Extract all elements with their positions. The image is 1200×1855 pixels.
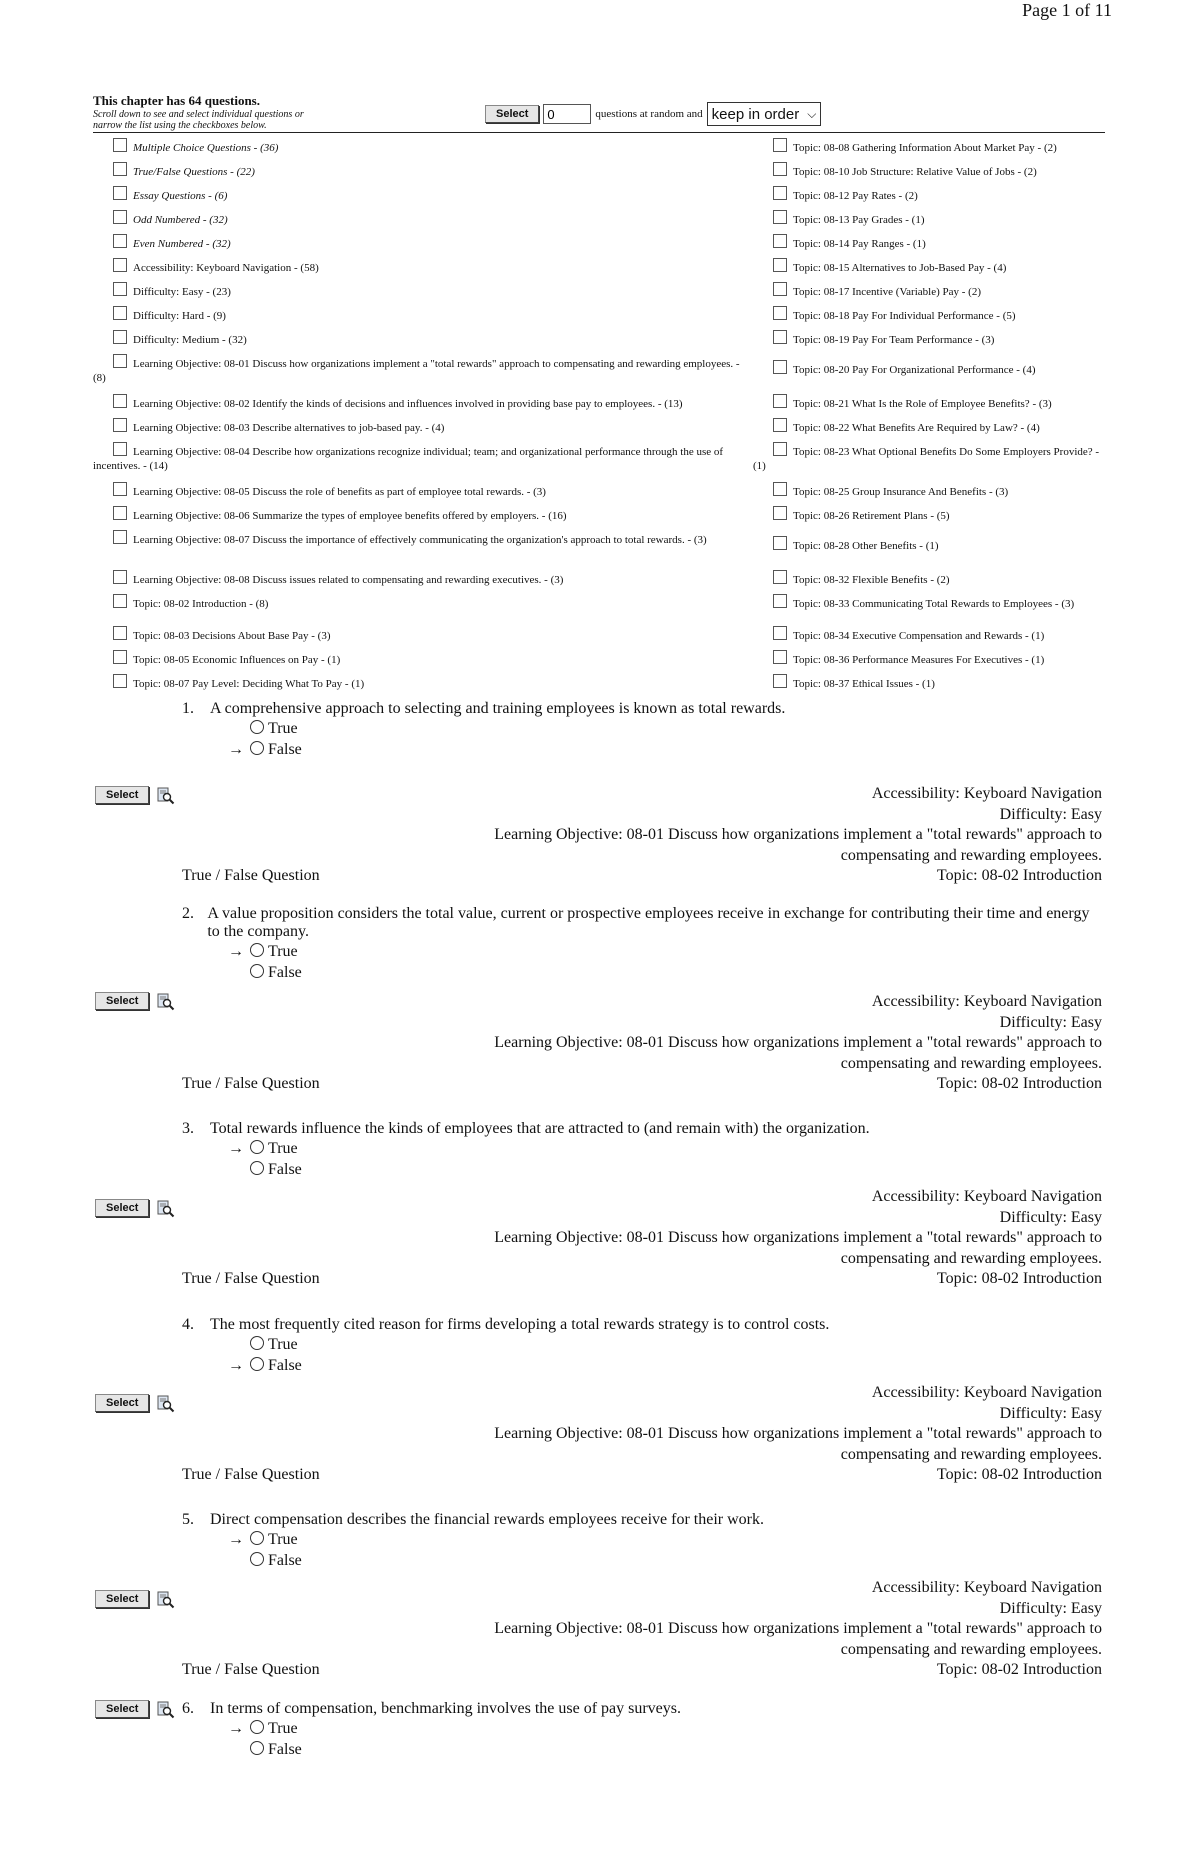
filter-label: Accessibility: Keyboard Navigation - (58) [133, 262, 319, 274]
filter-label: Difficulty: Hard - (9) [133, 310, 226, 322]
filter-label: Topic: 08-05 Economic Influences on Pay - (1) [133, 654, 341, 666]
filter-label: Learning Objective: 08-04 Describe how organizations recognize individual; team; and organizational performance through the use of incentives. - (14) [93, 446, 724, 472]
filter-checkbox[interactable] [773, 162, 787, 176]
filter-checkbox[interactable] [773, 442, 787, 456]
correct-answer-arrow-icon: → [228, 741, 244, 758]
filter-label: Topic: 08-03 Decisions About Base Pay - (3) [133, 630, 331, 642]
filter-checkbox[interactable] [113, 594, 127, 608]
option-label: True [268, 943, 298, 960]
filter-label: Learning Objective: 08-07 Discuss the importance of effectively communicating the organization's approach to total rewards. - (3) [133, 534, 707, 546]
filter-row [753, 234, 1105, 251]
filter-label: Learning Objective: 08-06 Summarize the types of employee benefits offered by employers. - (16) [133, 510, 567, 522]
filter-row [753, 626, 1105, 643]
filter-row [753, 536, 1105, 553]
filter-label: Topic: 08-14 Pay Ranges - (1) [793, 238, 926, 250]
question-type: True / False Question [182, 1466, 320, 1483]
filter-checkbox[interactable] [773, 570, 787, 584]
filter-row [93, 354, 753, 385]
question-stem [182, 1120, 1102, 1138]
filter-checkbox[interactable] [773, 138, 787, 152]
filter-checkbox[interactable] [773, 330, 787, 344]
filter-checkbox[interactable] [773, 536, 787, 550]
filter-label: Topic: 08-18 Pay For Individual Performance - (5) [793, 310, 1016, 322]
filter-checkbox[interactable] [113, 258, 127, 272]
magnifier-preview-icon[interactable] [157, 993, 175, 1009]
question-number: 3. [182, 1120, 194, 1137]
metadata-line: Difficulty: Easy [999, 1013, 1102, 1031]
filter-label: Topic: 08-22 What Benefits Are Required by Law? - (4) [793, 422, 1040, 434]
filter-label: True/False Questions - (22) [133, 166, 255, 178]
filter-row [93, 650, 753, 667]
metadata-line: compensating and rewarding employees. [840, 1445, 1102, 1463]
radio-button[interactable] [250, 1357, 264, 1371]
radio-button[interactable] [250, 964, 264, 978]
filter-checkbox[interactable] [113, 162, 127, 176]
filter-label: Topic: 08-15 Alternatives to Job-Based Pay - (4) [793, 262, 1007, 274]
question-metadata [182, 1578, 1102, 1681]
metadata-line: compensating and rewarding employees. [840, 1249, 1102, 1267]
and-text: and [686, 108, 703, 120]
select-question-button[interactable]: Select [95, 1199, 149, 1217]
metadata-line: Difficulty: Easy [999, 805, 1102, 823]
question-tools [95, 786, 175, 804]
option-label: False [268, 1357, 302, 1374]
magnifier-preview-icon[interactable] [157, 1395, 175, 1411]
question-6 [182, 1700, 1102, 1760]
filter-row [753, 258, 1105, 275]
filter-checkbox[interactable] [113, 186, 127, 200]
filter-row [93, 306, 753, 323]
chevron-down-icon: ⌵ [807, 106, 817, 121]
answer-option[interactable] [250, 1159, 1102, 1180]
radio-button[interactable] [250, 1531, 264, 1545]
filter-label: Learning Objective: 08-05 Discuss the role of benefits as part of employee total rewards. - (3) [133, 486, 546, 498]
filter-label: Topic: 08-20 Pay For Organizational Performance - (4) [793, 364, 1036, 376]
question-type: True / False Question [182, 1270, 320, 1287]
question-3 [182, 1120, 1102, 1180]
question-tools [95, 1700, 175, 1718]
question-metadata [182, 784, 1102, 887]
filter-row [93, 506, 753, 523]
filter-checkbox[interactable] [113, 306, 127, 320]
filter-row [93, 626, 753, 643]
filter-label: Essay Questions - (6) [133, 190, 228, 202]
metadata-line: Difficulty: Easy [999, 1404, 1102, 1422]
correct-answer-arrow-icon: → [228, 943, 244, 960]
question-number: 2. [182, 905, 194, 922]
metadata-line: compensating and rewarding employees. [840, 1054, 1102, 1072]
filter-row [753, 650, 1105, 667]
question-tools [95, 1394, 175, 1412]
filter-row [93, 482, 753, 499]
filter-row [93, 418, 753, 435]
radio-button[interactable] [250, 1161, 264, 1175]
metadata-line: Learning Objective: 08-01 Discuss how organizations implement a "total rewards" approach to [494, 1620, 1102, 1637]
metadata-line: Learning Objective: 08-01 Discuss how organizations implement a "total rewards" approach to [494, 1229, 1102, 1246]
filter-label: Even Numbered - (32) [133, 238, 231, 250]
answer-option[interactable] [228, 1355, 1102, 1376]
radio-button[interactable] [250, 1720, 264, 1734]
question-text: Total rewards influence the kinds of employees that are attracted to (and remain with) the organization. [210, 1120, 870, 1137]
magnifier-preview-icon[interactable] [157, 1200, 175, 1216]
radio-button[interactable] [250, 1741, 264, 1755]
filter-label: Topic: 08-08 Gathering Information About Market Pay - (2) [793, 142, 1057, 154]
question-text: A value proposition considers the total value, current or prospective employees receive in exchange for contributing their time and energy to the company. [207, 905, 1090, 940]
filter-row [93, 674, 753, 691]
option-label: True [268, 1336, 298, 1353]
radio-button[interactable] [250, 943, 264, 957]
radio-button[interactable] [250, 741, 264, 755]
question-number: 5. [182, 1511, 194, 1528]
filter-label: Topic: 08-28 Other Benefits - (1) [793, 540, 939, 552]
magnifier-preview-icon[interactable] [157, 1591, 175, 1607]
filter-label: Topic: 08-23 What Optional Benefits Do Some Employers Provide? - (1) [753, 446, 1100, 472]
filter-checkbox[interactable] [113, 330, 127, 344]
filter-row [93, 330, 753, 347]
filter-row [753, 482, 1105, 499]
answer-option[interactable] [228, 739, 1102, 760]
select-question-button[interactable]: Select [95, 1590, 149, 1608]
metadata-line: Accessibility: Keyboard Navigation [871, 785, 1102, 802]
question-stem [182, 1316, 1102, 1334]
filter-checkbox[interactable] [773, 674, 787, 688]
filter-checkbox[interactable] [113, 282, 127, 296]
metadata-line: Accessibility: Keyboard Navigation [871, 1188, 1102, 1205]
filter-checkbox[interactable] [113, 418, 127, 432]
correct-answer-arrow-icon: → [228, 1531, 244, 1548]
radio-button[interactable] [250, 1336, 264, 1350]
question-1 [182, 700, 1102, 760]
filter-row [753, 282, 1105, 299]
filter-row [753, 210, 1105, 227]
correct-answer-arrow-icon: → [228, 1720, 244, 1737]
question-metadata [182, 1383, 1102, 1486]
answer-option[interactable] [228, 1138, 1102, 1159]
question-stem [182, 905, 1102, 941]
filter-label: Topic: 08-13 Pay Grades - (1) [793, 214, 925, 226]
filter-label: Learning Objective: 08-01 Discuss how organizations implement a "total rewards" approach to compensating and rewarding employees. - (8) [93, 358, 740, 384]
answer-option[interactable] [250, 962, 1102, 983]
radio-button[interactable] [250, 1140, 264, 1154]
filter-label: Topic: 08-32 Flexible Benefits - (2) [793, 574, 950, 586]
filter-row [753, 138, 1105, 155]
order-select-value: keep in order [711, 105, 800, 123]
metadata-line: Topic: 08-02 Introduction [936, 1270, 1102, 1287]
filter-label: Topic: 08-37 Ethical Issues - (1) [793, 678, 935, 690]
filter-row [93, 210, 753, 227]
question-tools [95, 1199, 175, 1217]
answer-option[interactable] [228, 941, 1102, 962]
question-5 [182, 1511, 1102, 1571]
metadata-line: compensating and rewarding employees. [840, 846, 1102, 864]
filter-label: Topic: 08-34 Executive Compensation and Rewards - (1) [793, 630, 1045, 642]
filter-checkbox[interactable] [113, 394, 127, 408]
filter-row [753, 360, 1105, 377]
question-text: In terms of compensation, benchmarking involves the use of pay surveys. [210, 1700, 681, 1717]
filter-checkbox[interactable] [113, 234, 127, 248]
filter-label: Difficulty: Medium - (32) [133, 334, 247, 346]
magnifier-preview-icon[interactable] [157, 1701, 175, 1717]
filter-label: Difficulty: Easy - (23) [133, 286, 231, 298]
filter-row [753, 306, 1105, 323]
filter-row [753, 570, 1105, 587]
option-label: False [268, 741, 302, 758]
filter-label: Topic: 08-07 Pay Level: Deciding What To Pay - (1) [133, 678, 365, 690]
question-2 [182, 905, 1102, 983]
filter-row [93, 442, 753, 473]
filter-label: Topic: 08-02 Introduction - (8) [133, 598, 269, 610]
magnifier-preview-icon[interactable] [157, 787, 175, 803]
order-select[interactable] [707, 102, 822, 126]
metadata-line: Difficulty: Easy [999, 1599, 1102, 1617]
question-number: 6. [182, 1700, 194, 1717]
question-number: 4. [182, 1316, 194, 1333]
radio-button[interactable] [250, 1552, 264, 1566]
filter-checkbox[interactable] [773, 506, 787, 520]
filter-label: Topic: 08-19 Pay For Team Performance - (3) [793, 334, 995, 346]
answer-option[interactable] [250, 1550, 1102, 1571]
filter-row [93, 162, 753, 179]
filter-checkbox[interactable] [113, 650, 127, 664]
filter-row [93, 570, 753, 587]
filter-row [753, 418, 1105, 435]
filter-checkbox[interactable] [773, 594, 787, 608]
metadata-line: Accessibility: Keyboard Navigation [871, 993, 1102, 1010]
question-text: Direct compensation describes the financial rewards employees receive for their work. [210, 1511, 764, 1528]
filter-label: Topic: 08-10 Job Structure: Relative Value of Jobs - (2) [793, 166, 1037, 178]
filter-label: Learning Objective: 08-03 Describe alternatives to job-based pay. - (4) [133, 422, 445, 434]
answer-option[interactable] [228, 1718, 1102, 1739]
metadata-line: Topic: 08-02 Introduction [936, 867, 1102, 884]
question-text: The most frequently cited reason for firms developing a total rewards strategy is to control costs. [210, 1316, 830, 1333]
filter-checkbox[interactable] [773, 234, 787, 248]
metadata-line: Learning Objective: 08-01 Discuss how organizations implement a "total rewards" approach to [494, 1034, 1102, 1051]
filter-label: Topic: 08-17 Incentive (Variable) Pay - (2) [793, 286, 981, 298]
filter-label: Topic: 08-21 What Is the Role of Employee Benefits? - (3) [793, 398, 1052, 410]
select-question-button[interactable]: Select [95, 1700, 149, 1718]
option-label: True [268, 720, 298, 737]
chapter-title: This chapter has 64 questions. [93, 93, 260, 108]
filter-label: Topic: 08-36 Performance Measures For Executives - (1) [793, 654, 1045, 666]
option-label: True [268, 1720, 298, 1737]
filter-label: Topic: 08-25 Group Insurance And Benefits - (3) [793, 486, 1009, 498]
select-question-button[interactable]: Select [95, 992, 149, 1010]
filter-checkbox[interactable] [113, 570, 127, 584]
filter-row [753, 594, 1105, 611]
select-question-button[interactable]: Select [95, 1394, 149, 1412]
filter-row [753, 674, 1105, 691]
filter-checkbox[interactable] [773, 306, 787, 320]
random-select-controls [485, 102, 821, 126]
metadata-line: Accessibility: Keyboard Navigation [871, 1579, 1102, 1596]
filter-row [93, 186, 753, 203]
metadata-line: Difficulty: Easy [999, 1208, 1102, 1226]
filter-label: Learning Objective: 08-08 Discuss issues related to compensating and rewarding executives. - (3) [133, 574, 564, 586]
question-type: True / False Question [182, 867, 320, 884]
question-4 [182, 1316, 1102, 1376]
question-metadata [182, 1187, 1102, 1290]
filter-checkbox[interactable] [113, 626, 127, 640]
filter-row [753, 330, 1105, 347]
metadata-line: Learning Objective: 08-01 Discuss how organizations implement a "total rewards" approach to [494, 826, 1102, 843]
page-number: Page 1 of 11 [1022, 0, 1112, 20]
select-question-button[interactable]: Select [95, 786, 149, 804]
metadata-line: Learning Objective: 08-01 Discuss how organizations implement a "total rewards" approach to [494, 1425, 1102, 1442]
filter-checkbox[interactable] [773, 418, 787, 432]
filter-row [93, 530, 753, 547]
chapter-header [93, 93, 1105, 131]
question-type: True / False Question [182, 1661, 320, 1678]
answer-option[interactable] [250, 718, 1102, 739]
filter-checkbox[interactable] [773, 650, 787, 664]
correct-answer-arrow-icon: → [228, 1357, 244, 1374]
filter-row [93, 594, 753, 611]
filter-row [753, 442, 1105, 473]
filter-checkbox[interactable] [113, 530, 127, 544]
filter-checkbox[interactable] [773, 186, 787, 200]
filter-checkbox[interactable] [773, 210, 787, 224]
filter-label: Multiple Choice Questions - (36) [133, 142, 279, 154]
filter-row [93, 394, 753, 411]
answer-option[interactable] [228, 1529, 1102, 1550]
answer-option[interactable] [250, 1739, 1102, 1760]
filter-checkbox[interactable] [773, 394, 787, 408]
filter-checkbox[interactable] [773, 626, 787, 640]
filter-label: Topic: 08-26 Retirement Plans - (5) [793, 510, 950, 522]
random-select-button[interactable]: Select [485, 105, 539, 123]
metadata-line: Topic: 08-02 Introduction [936, 1466, 1102, 1483]
filter-row [753, 394, 1105, 411]
question-metadata [182, 992, 1102, 1095]
radio-button[interactable] [250, 720, 264, 734]
correct-answer-arrow-icon: → [228, 1140, 244, 1157]
random-count-input[interactable] [543, 104, 591, 124]
question-text: A comprehensive approach to selecting and training employees is known as total rewards. [210, 700, 786, 717]
filter-row [753, 162, 1105, 179]
filter-checkbox[interactable] [113, 482, 127, 496]
filter-checkbox[interactable] [113, 354, 127, 368]
filter-row [753, 506, 1105, 523]
filter-label: Topic: 08-33 Communicating Total Rewards to Employees - (3) [793, 598, 1075, 610]
question-tools [95, 1590, 175, 1608]
metadata-line: Topic: 08-02 Introduction [936, 1661, 1102, 1678]
filter-checkbox[interactable] [773, 258, 787, 272]
option-label: False [268, 964, 302, 981]
question-stem [182, 1511, 1102, 1529]
option-label: False [268, 1741, 302, 1758]
filter-checkbox[interactable] [773, 482, 787, 496]
filter-checkbox[interactable] [113, 138, 127, 152]
filter-row [93, 138, 753, 155]
filter-checkbox[interactable] [113, 442, 127, 456]
filter-row [93, 234, 753, 251]
option-label: False [268, 1161, 302, 1178]
question-type: True / False Question [182, 1075, 320, 1092]
option-label: False [268, 1552, 302, 1569]
filter-checkbox[interactable] [113, 674, 127, 688]
filter-checkbox[interactable] [773, 282, 787, 296]
answer-option[interactable] [250, 1334, 1102, 1355]
filter-row [93, 258, 753, 275]
question-number: 1. [182, 700, 194, 717]
random-text: questions at random [595, 108, 685, 120]
question-tools [95, 992, 175, 1010]
question-stem [182, 700, 1102, 718]
filter-row [753, 186, 1105, 203]
filter-label: Topic: 08-12 Pay Rates - (2) [793, 190, 918, 202]
metadata-line: Accessibility: Keyboard Navigation [871, 1384, 1102, 1401]
filter-checkbox[interactable] [113, 210, 127, 224]
option-label: True [268, 1140, 298, 1157]
filter-label: Learning Objective: 08-02 Identify the kinds of decisions and influences involved in providing base pay to employees. - (13) [133, 398, 683, 410]
divider [93, 132, 1105, 133]
option-label: True [268, 1531, 298, 1548]
metadata-line: compensating and rewarding employees. [840, 1640, 1102, 1658]
filter-row [93, 282, 753, 299]
filter-checkbox[interactable] [113, 506, 127, 520]
scroll-note: Scroll down to see and select individual questions or narrow the list using the checkboxes below. [93, 109, 304, 131]
metadata-line: Topic: 08-02 Introduction [936, 1075, 1102, 1092]
question-stem [182, 1700, 1102, 1718]
filter-checkbox[interactable] [773, 360, 787, 374]
filter-label: Odd Numbered - (32) [133, 214, 228, 226]
